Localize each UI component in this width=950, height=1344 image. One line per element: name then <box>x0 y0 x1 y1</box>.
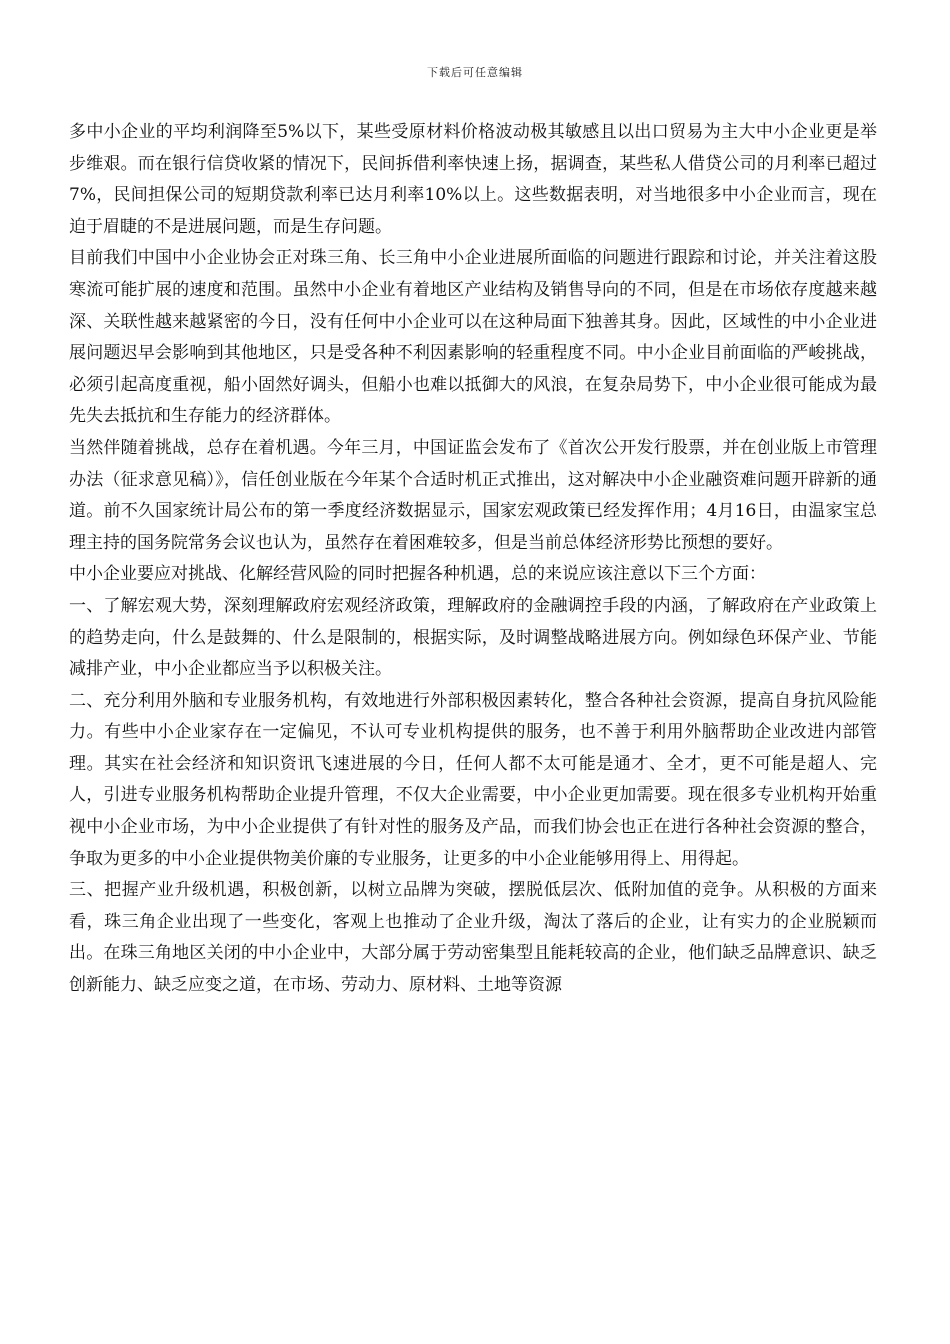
paragraph: 目前我们中国中小企业协会正对珠三角、长三角中小企业进展所面临的问题进行跟踪和讨论，并关注着这股寒流可能扩展的速度和范围。虽然中小企业有着地区产业结构及销售导向的不同，但是在市场依存度越来越深、关联性越来越紧密的今日，没有任何中小企业可以在这种局面下独善其身。因此，区域性的中小企业进展问题迟早会影响到其他地区，只是受各种不利因素影响的轻重程度不同。中小企业目前面临的严峻挑战，必须引起高度重视，船小固然好调头，但船小也难以抵御大的风浪，在复杂局势下，中小企业很可能成为最先失去抵抗和生存能力的经济群体。 <box>69 248 877 427</box>
paragraph: 中小企业要应对挑战、化解经营风险的同时把握各种机遇，总的来说应该注意以下三个方面： <box>69 564 766 585</box>
paragraph: 多中小企业的平均利润降至5%以下，某些受原材料价格波动极其敏感且以出口贸易为主大中小企业更是举步维艰。而在银行信贷收紧的情况下，民间拆借利率快速上扬，据调查，某些私人借贷公司的月利率已超过7%，民间担保公司的短期贷款利率已达月利率10%以上。这些数据表明，对当地很多中小企业而言，现在迫于眉睫的不是进展问题，而是生存问题。 <box>69 122 877 237</box>
paragraph: 当然伴随着挑战，总存在着机遇。今年三月，中国证监会发布了《首次公开发行股票，并在创业版上市管理办法（征求意见稿）》，信任创业版在今年某个合适时机正式推出，这对解决中小企业融资难问题开辟新的通道。前不久国家统计局公布的第一季度经济数据显示，国家宏观政策已经发挥作用；4月16日，由温家宝总理主持的国务院常务会议也认为，虽然存在着困难较多，但是当前总体经济形势比预想的要好。 <box>69 437 877 553</box>
page-header-note: 下载后可任意编辑 <box>427 66 523 79</box>
paragraph: 三、把握产业升级机遇，积极创新，以树立品牌为突破，摆脱低层次、低附加值的竞争。从积极的方面来看，珠三角企业出现了一些变化，客观上也推动了企业升级，淘汰了落后的企业，让有实力的企业脱颖而出。在珠三角地区关闭的中小企业中，大部分属于劳动密集型且能耗较高的企业，他们缺乏品牌意识、缺乏创新能力、缺乏应变之道，在市场、劳动力、原材料、土地等资源 <box>69 880 877 996</box>
document-body <box>69 117 877 1002</box>
paragraph: 一、了解宏观大势，深刻理解政府宏观经济政策，理解政府的金融调控手段的内涵，了解政府在产业政策上的趋势走向，什么是鼓舞的、什么是限制的，根据实际，及时调整战略进展方向。例如绿色环保产业、节能减排产业，中小企业都应当予以积极关注。 <box>69 595 877 680</box>
paragraph: 二、充分利用外脑和专业服务机构，有效地进行外部积极因素转化，整合各种社会资源，提高自身抗风险能力。有些中小企业家存在一定偏见，不认可专业机构提供的服务，也不善于利用外脑帮助企业改进内部管理。其实在社会经济和知识资讯飞速进展的今日，任何人都不太可能是通才、全才，更不可能是超人、完人，引进专业服务机构帮助企业提升管理，不仅大企业需要，中小企业更加需要。现在很多专业机构开始重视中小企业市场，为中小企业提供了有针对性的服务及产品，而我们协会也正在进行各种社会资源的整合，争取为更多的中小企业提供物美价廉的专业服务，让更多的中小企业能够用得上、用得起。 <box>69 690 877 869</box>
